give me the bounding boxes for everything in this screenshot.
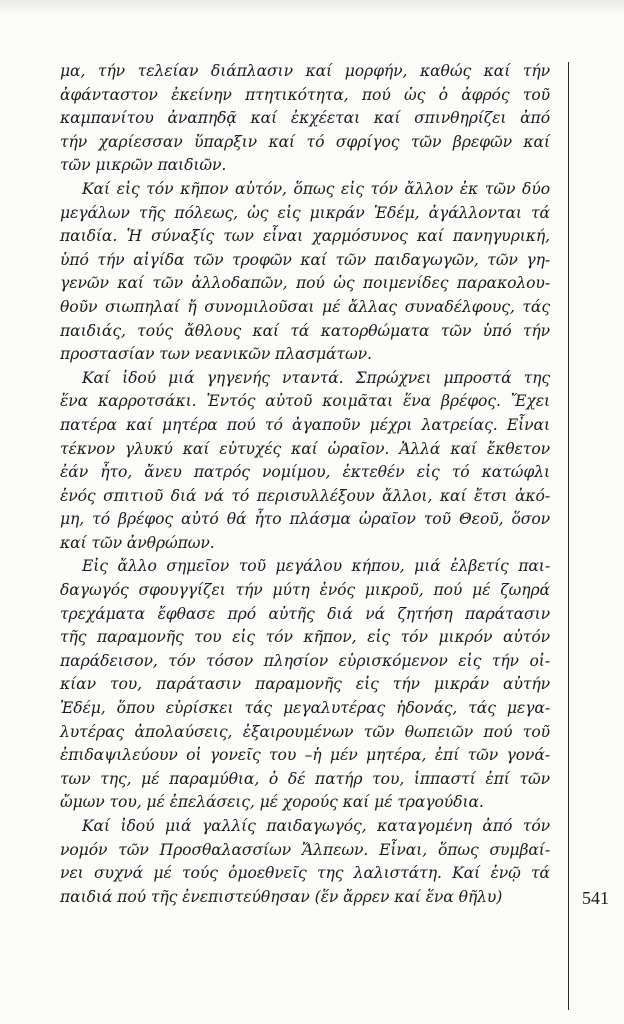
- text-line: γενῶν καί τῶν ἀλλοδαπῶν, πού ὡς ποιμενίδες παρακολου-: [60, 274, 550, 293]
- text-line: ἑνός σπιτιοῦ διά νά τό περισυλλέξουν ἄλλοι, καί ἔτσι ἀκό-: [60, 486, 550, 505]
- text-line: προστασίαν των νεανικῶν πλασμάτων.: [60, 345, 372, 364]
- text-line: παιδιά πού τῆς ἐνεπιστεύθησαν (ἕν ἄρρεν καί ἕνα θῆλυ): [60, 887, 503, 906]
- paragraph: [60, 60, 550, 178]
- text-line: ἕνα καρροτσάκι. Ἐντός αὐτοῦ κοιμᾶται ἕνα βρέφος. Ἔχει: [60, 392, 550, 411]
- text-line: Εἰς ἄλλο σημεῖον τοῦ μεγάλου κήπου, μιά ἐλβετίς παι-: [82, 557, 550, 576]
- text-line: παιδιάς, τούς ἄθλους καί τά κατορθώματα τῶν ὑπό τήν: [60, 321, 550, 340]
- body-text: [60, 60, 550, 909]
- text-line: καί τῶν ἀνθρώπων.: [60, 533, 215, 552]
- text-line: ἐπιδαψιλεύουν οἱ γονεῖς του –ἡ μέν μητέρα, ἐπί τῶν γονά-: [60, 746, 550, 765]
- margin-rule: [568, 62, 569, 1010]
- text-line: ὤμων του, μέ ἐπελάσεις, μέ χορούς καί μέ τραγούδια.: [60, 793, 484, 812]
- text-line: παιδία. Ἡ σύναξίς των εἶναι χαρμόσυνος καί πανηγυρική,: [60, 227, 550, 246]
- text-line: τῆς παραμονῆς του εἰς τόν κῆπον, εἰς τόν μικρόν αὐτόν: [60, 628, 550, 647]
- text-line: Καί ἰδού μιά γαλλίς παιδαγωγός, καταγομένη ἀπό τόν: [82, 817, 550, 835]
- text-line: ἀφάνταστον ἐκείνην πτητικότητα, πού ὡς ὁ ἀφρός τοῦ: [60, 85, 550, 104]
- text-line: μεγάλων τῆς πόλεως, ὡς εἰς μικράν Ἐδέμ, ἀγάλλονται τά: [60, 203, 550, 222]
- text-line: Καί εἰς τόν κῆπον αὐτόν, ὅπως εἰς τόν ἄλλον ἐκ τῶν δύο: [82, 179, 550, 198]
- text-line: νει συχνά μέ τούς ὁμοεθνεῖς της λαλιστάτη. Καί ἐνῷ τά: [60, 864, 550, 883]
- text-line: δαγωγός σφουγγίζει τήν μύτη ἑνός μικροῦ, πού μέ ζωηρά: [60, 581, 550, 600]
- text-line: μα, τήν τελείαν διάπλασιν καί μορφήν, καθώς καί τήν: [60, 62, 550, 80]
- paragraph: [60, 555, 550, 815]
- text-line: καμπανίτου ἀναπηδᾷ καί ἐκχέεται καί σπινθηρίζει ἀπό: [60, 109, 550, 128]
- paragraph: [60, 815, 550, 909]
- text-line: τῶν μικρῶν παιδιῶν.: [60, 156, 227, 175]
- scan-edge-shadow: [0, 0, 624, 14]
- paragraph: [60, 178, 550, 367]
- text-line: τρεχάματα ἔφθασε πρό αὐτῆς διά νά ζητήση παράτασιν: [60, 604, 550, 623]
- text-line: ὑπό τήν αἰγίδα τῶν τροφῶν καί τῶν παιδαγωγῶν, τῶν γη-: [60, 250, 550, 269]
- text-line: των της, μέ παραμύθια, ὁ δέ πατήρ του, ἱππαστί ἐπί τῶν: [60, 769, 550, 788]
- text-line: κίαν του, παράτασιν παραμονῆς εἰς τήν μικράν αὐτήν: [60, 675, 550, 694]
- text-line: λυτέρας ἀπολαύσεις, ἐξαιρουμένων τῶν θωπειῶν πού τοῦ: [60, 722, 550, 741]
- text-line: τέκνον γλυκύ καί εὐτυχές καί ὡραῖον. Ἀλλά καί ἔκθετον: [60, 439, 550, 458]
- text-line: πατέρα καί μητέρα πού τό ἀγαποῦν μέχρι λατρείας. Εἶναι: [60, 415, 550, 434]
- text-line: ἐάν ἦτο, ἄνευ πατρός νομίμου, ἐκτεθέν εἰς τό κατώφλι: [60, 463, 550, 482]
- text-line: Καί ἰδού μιά γηγενής νταντά. Σπρώχνει μπροστά της: [82, 368, 550, 387]
- text-line: νομόν τῶν Προσθαλασσίων Ἄλπεων. Εἶναι, ὅπως συμβαί-: [60, 840, 550, 859]
- text-line: παράδεισον, τόν τόσον πλησίον εὑρισκόμενον εἰς τήν οἰ-: [60, 651, 550, 670]
- paragraph: [60, 367, 550, 556]
- text-line: θοῦν σιωπηλαί ἤ συνομιλοῦσαι μέ ἄλλας συναδέλφους, τάς: [60, 297, 550, 316]
- text-line: τήν χαρίεσσαν ὕπαρξιν καί τό σφρίγος τῶν βρεφῶν καί: [60, 132, 550, 151]
- text-line: μη, τό βρέφος αὐτό θά ἦτο πλάσμα ὡραῖον τοῦ Θεοῦ, ὅσον: [60, 510, 550, 529]
- page-number: 541: [582, 888, 609, 908]
- text-line: Ἐδέμ, ὅπου εὑρίσκει τάς μεγαλυτέρας ἡδονάς, τάς μεγα-: [60, 699, 550, 718]
